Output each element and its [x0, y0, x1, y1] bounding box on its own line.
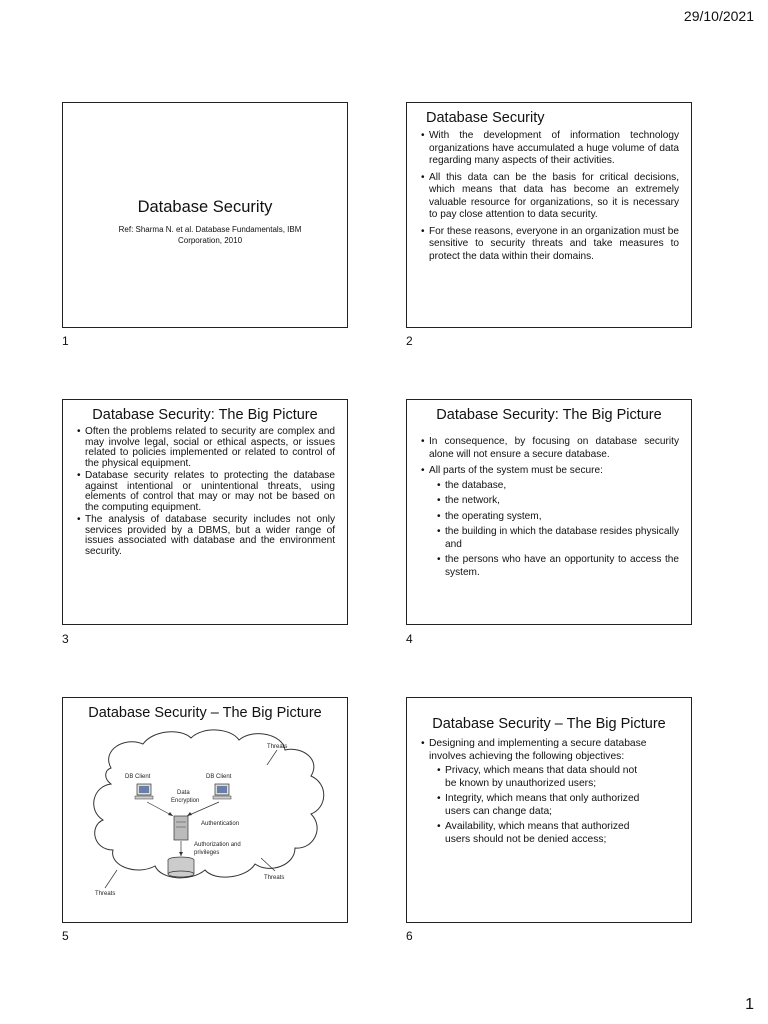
bullet-item: • Database security relates to protecting the database against intentional or unintentional threats, using elements of control that may or may not be based on the computing equipment. — [77, 471, 335, 513]
sub-bullet-item: • the database, — [437, 480, 679, 493]
bullet-item: • All this data can be the basis for critical decisions, which means that data has become an extremely valuable resource for organizations, so it is necessary to pay close attention to data security. — [421, 172, 679, 222]
threats-label: Threats — [267, 744, 288, 750]
slide-4 — [406, 399, 692, 625]
bullet-item: • Often the problems related to security are complex and may involve legal, social or ethical aspects, or issues related to policies implemented or related to control of the physical equipment. — [77, 427, 335, 469]
computer-icon — [213, 784, 231, 799]
bullet-item: • With the development of information technology organizations have accumulated a huge volume of data regarding many aspects of their activities. — [421, 130, 679, 168]
db-client-label: DB Client — [125, 774, 151, 780]
slide-6 — [406, 697, 692, 923]
slide-title: Database Security: The Big Picture — [436, 407, 662, 423]
sub-bullet-list — [429, 480, 679, 580]
database-icon — [168, 857, 194, 877]
bullet-item: • For these reasons, everyone in an organization must be sensitive to security threats and take measures to protect the data within their domains. — [421, 226, 679, 264]
slide-1 — [62, 102, 348, 328]
authorization-label: privileges — [194, 850, 220, 856]
bullet-item: • All parts of the system must be secure: • the database, • the network, • the operating system, • the building in which the database resides physically and • the persons who have an opportunity to access the system. — [421, 465, 679, 579]
sub-bullet-item: • the building in which the database resides physically and — [437, 526, 679, 551]
slide-title: Database Security — [426, 110, 545, 126]
bullet-item: • Designing and implementing a secure database involves achieving the following objectives: • Privacy, which means that data should not be known by unauthorized users; • Integrity, which means that only authorized users can change data; • Availability, which means that authorized users should not be denied access; — [421, 738, 651, 846]
db-client-label: DB Client — [206, 774, 232, 780]
sub-bullet-item: • the network, — [437, 495, 679, 508]
slide-title: Database Security — [137, 198, 273, 216]
slide-number: 5 — [62, 929, 69, 943]
slide-number: 6 — [406, 929, 413, 943]
bullet-list — [407, 738, 691, 846]
bullet-item: • The analysis of database security includes not only services provided by a DBMS, but a wider range of issues associated with database and the environment security. — [77, 515, 335, 557]
slide-number: 4 — [406, 632, 413, 646]
sub-bullet-item: • Integrity, which means that only authorized users can change data; — [437, 793, 651, 818]
slide-reference: Ref: Sharma N. et al. Database Fundamentals, IBM Corporation, 2010 — [118, 225, 302, 245]
sub-bullet-item: • the operating system, — [437, 511, 679, 524]
slide-title: Database Security – The Big Picture — [432, 716, 666, 732]
slide-number: 1 — [62, 334, 69, 348]
page-number: 1 — [745, 996, 754, 1013]
authentication-label: Authentication — [201, 821, 240, 827]
slide-3 — [62, 399, 348, 625]
security-diagram — [63, 698, 348, 923]
threats-label: Threats — [264, 875, 285, 881]
sub-bullet-item: • Availability, which means that authorized users should not be denied access; — [437, 821, 651, 846]
threats-label: Threats — [95, 891, 116, 897]
authorization-label: Authorization and — [194, 842, 241, 848]
slide-2 — [406, 102, 692, 328]
data-encryption-label: Encryption — [171, 798, 200, 804]
slide-number: 3 — [62, 632, 69, 646]
bullet-item: • In consequence, by focusing on database security alone will not ensure a secure database. — [421, 436, 679, 461]
bullet-list — [63, 427, 347, 557]
slide-title: Database Security: The Big Picture — [92, 407, 318, 423]
server-icon — [174, 816, 188, 840]
computer-icon — [135, 784, 153, 799]
slide-5 — [62, 697, 348, 923]
bullet-list — [407, 130, 691, 263]
sub-bullet-item: • the persons who have an opportunity to access the system. — [437, 554, 679, 579]
sub-bullet-item: • Privacy, which means that data should not be known by unauthorized users; — [437, 765, 651, 790]
slide-number: 2 — [406, 334, 413, 348]
sub-bullet-list — [429, 765, 651, 846]
bullet-list — [407, 436, 691, 579]
slide-title: Database Security – The Big Picture — [88, 705, 322, 721]
page-date: 29/10/2021 — [683, 8, 754, 24]
data-encryption-label: Data — [177, 790, 190, 796]
